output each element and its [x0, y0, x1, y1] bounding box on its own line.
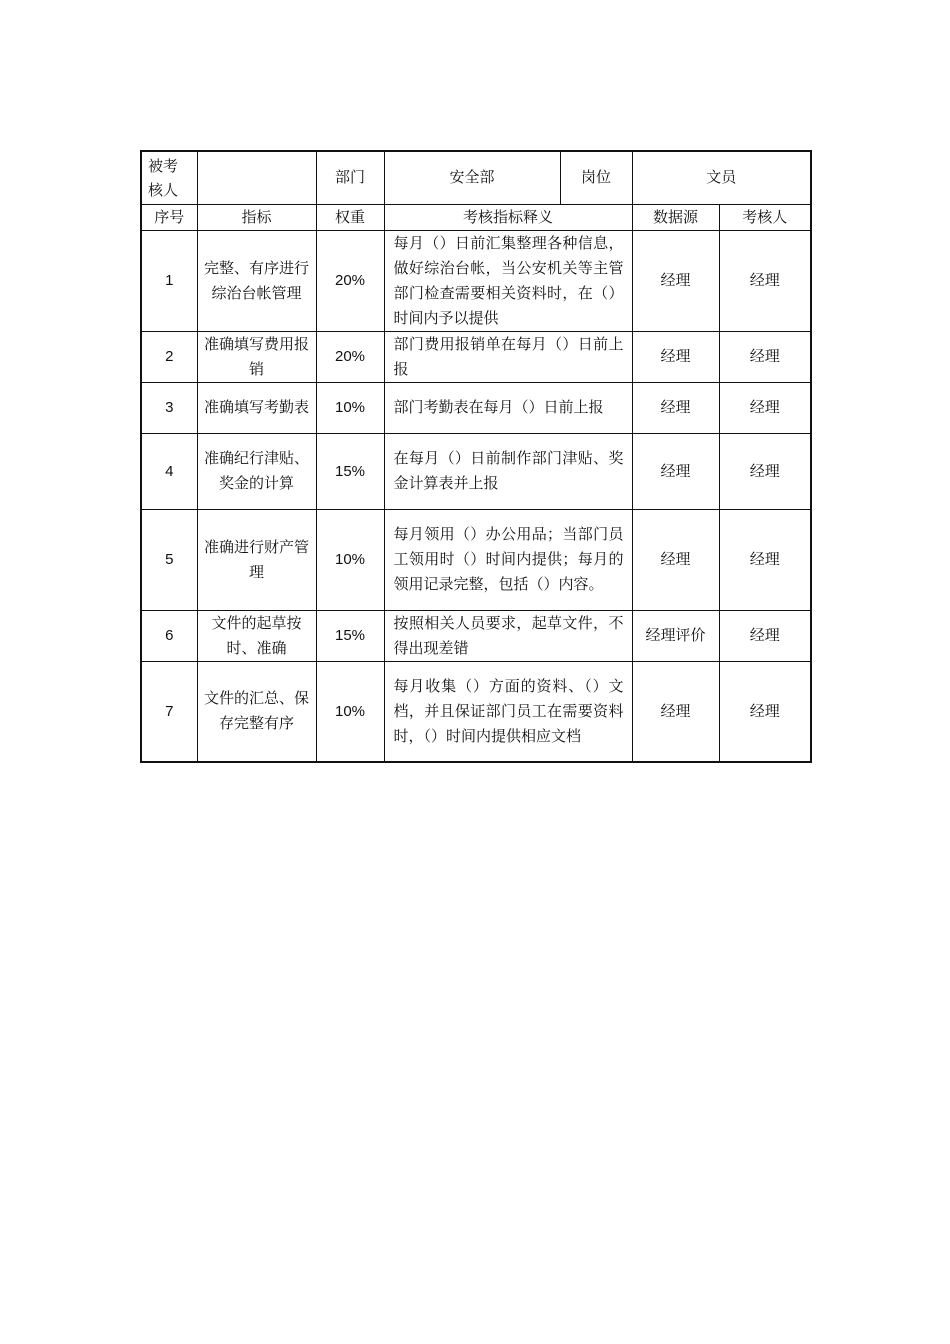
row-description: 每月领用（）办公用品；当部门员工领用时（）时间内提供；每月的领用记录完整，包括（）内容。: [384, 509, 632, 610]
row-data-source: 经理: [632, 661, 719, 762]
row-assessor: 经理: [719, 610, 811, 661]
row-description: 在每月（）日前制作部门津贴、奖金计算表并上报: [384, 433, 632, 509]
row-weight: 20%: [316, 230, 384, 331]
row-assessor: 经理: [719, 433, 811, 509]
examinee-value: [197, 151, 316, 204]
assessment-table: [140, 150, 812, 763]
row-weight: 10%: [316, 509, 384, 610]
column-header-row: [141, 204, 811, 230]
table-row: [141, 433, 811, 509]
row-description: 按照相关人员要求，起草文件，不得出现差错: [384, 610, 632, 661]
table-row: [141, 331, 811, 382]
examinee-label: 被考核人: [141, 151, 197, 204]
position-value: 文员: [632, 151, 811, 204]
row-data-source: 经理: [632, 509, 719, 610]
row-number: 5: [141, 509, 197, 610]
header-row: [141, 151, 811, 204]
row-number: 2: [141, 331, 197, 382]
column-header-description: 考核指标释义: [384, 204, 632, 230]
table-row: [141, 509, 811, 610]
row-indicator: 准确纪行津贴、奖金的计算: [197, 433, 316, 509]
row-number: 4: [141, 433, 197, 509]
row-assessor: 经理: [719, 382, 811, 433]
column-header-source: 数据源: [632, 204, 719, 230]
row-weight: 15%: [316, 610, 384, 661]
row-assessor: 经理: [719, 509, 811, 610]
row-assessor: 经理: [719, 331, 811, 382]
row-data-source: 经理评价: [632, 610, 719, 661]
row-indicator: 文件的汇总、保存完整有序: [197, 661, 316, 762]
row-data-source: 经理: [632, 230, 719, 331]
row-weight: 20%: [316, 331, 384, 382]
row-number: 6: [141, 610, 197, 661]
row-indicator: 完整、有序进行综治台帐管理: [197, 230, 316, 331]
row-assessor: 经理: [719, 661, 811, 762]
column-header-indicator: 指标: [197, 204, 316, 230]
row-data-source: 经理: [632, 433, 719, 509]
row-indicator: 准确进行财产管理: [197, 509, 316, 610]
row-data-source: 经理: [632, 331, 719, 382]
department-value: 安全部: [384, 151, 560, 204]
row-indicator: 准确填写费用报销: [197, 331, 316, 382]
row-assessor: 经理: [719, 230, 811, 331]
table-row: [141, 661, 811, 762]
table-row: [141, 230, 811, 331]
row-weight: 10%: [316, 661, 384, 762]
column-header-weight: 权重: [316, 204, 384, 230]
row-number: 1: [141, 230, 197, 331]
row-description: 每月收集（）方面的资料、（）文档，并且保证部门员工在需要资料时，（）时间内提供相应文档: [384, 661, 632, 762]
row-data-source: 经理: [632, 382, 719, 433]
row-weight: 15%: [316, 433, 384, 509]
row-number: 3: [141, 382, 197, 433]
row-indicator: 文件的起草按时、准确: [197, 610, 316, 661]
row-description: 部门费用报销单在每月（）日前上报: [384, 331, 632, 382]
column-header-assessor: 考核人: [719, 204, 811, 230]
department-label: 部门: [316, 151, 384, 204]
row-number: 7: [141, 661, 197, 762]
position-label: 岗位: [560, 151, 632, 204]
column-header-no: 序号: [141, 204, 197, 230]
table-row: [141, 382, 811, 433]
table-row: [141, 610, 811, 661]
row-weight: 10%: [316, 382, 384, 433]
row-indicator: 准确填写考勤表: [197, 382, 316, 433]
row-description: 每月（）日前汇集整理各种信息，做好综治台帐，当公安机关等主管部门检查需要相关资料时，在（）时间内予以提供: [384, 230, 632, 331]
row-description: 部门考勤表在每月（）日前上报: [384, 382, 632, 433]
